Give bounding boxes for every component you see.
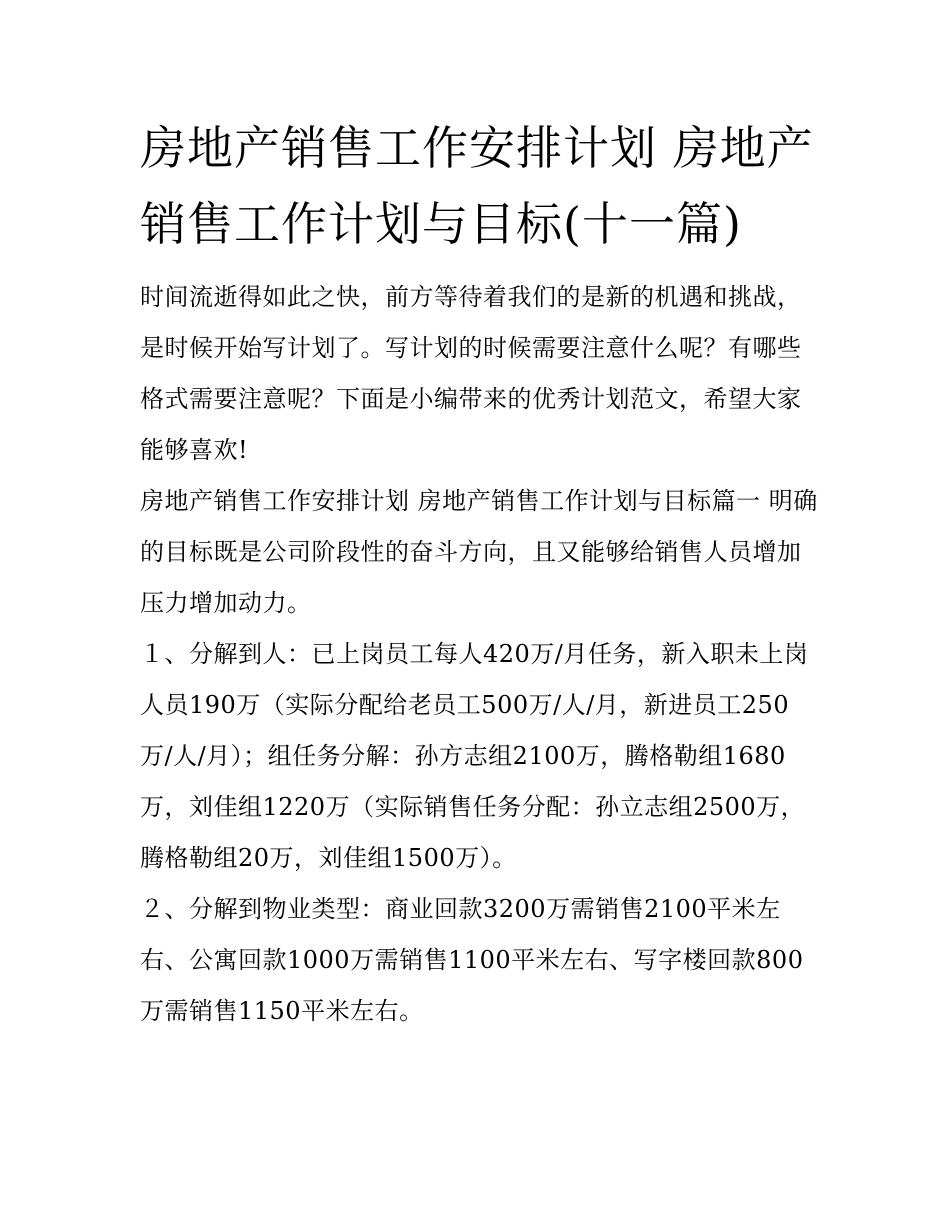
task-by-property-paragraph: ２、分解到物业类型：商业回款3200万需销售2100平米左右、公寓回款1000万需销售1100平米左右、写字楼回款800万需销售1150平米左右。 <box>140 895 804 1025</box>
document-page <box>140 110 820 1037</box>
task-by-person-paragraph: １、分解到人：已上岗员工每人420万/月任务，新入职未上岗人员190万（实际分配给老员工500万/人/月，新进员工250万/人/月）；组任务分解：孙方志组2100万，腾格勒组1680万，刘佳组1220万（实际销售任务分配：孙立志组2500万，腾格勒组20万，刘佳组1500万）。 <box>140 640 809 872</box>
section-one-paragraph: 房地产销售工作安排计划 房地产销售工作计划与目标篇一 明确的目标既是公司阶段性的奋斗方向，且又能够给销售人员增加压力增加动力。 <box>140 487 818 617</box>
intro-paragraph: 时间流逝得如此之快，前方等待着我们的是新的机遇和挑战，是时候开始写计划了。写计划的时候需要注意什么呢？有哪些格式需要注意呢？下面是小编带来的优秀计划范文，希望大家能够喜欢! <box>140 283 802 464</box>
document-title: 房地产销售工作安排计划 房地产销售工作计划与目标(十一篇) <box>140 121 814 251</box>
